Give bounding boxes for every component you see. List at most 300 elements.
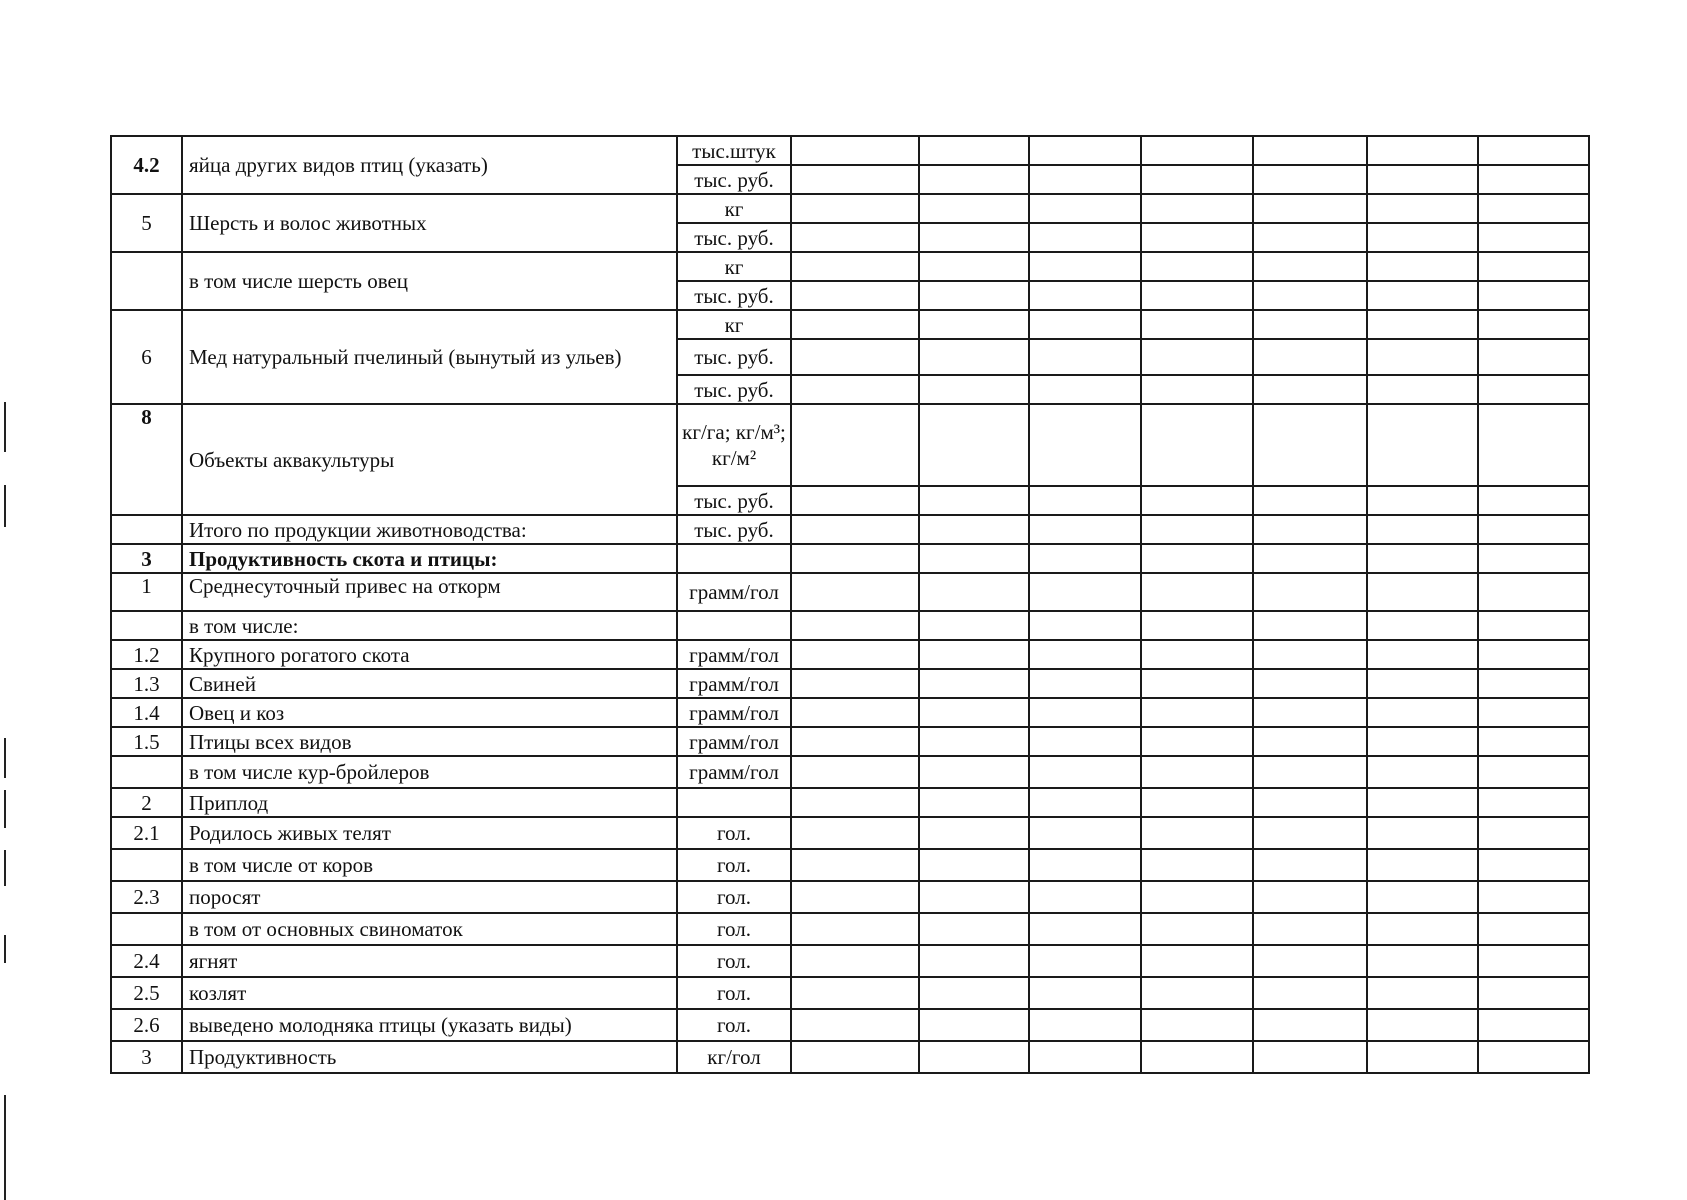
- data-cell[interactable]: [1029, 339, 1141, 375]
- data-cell[interactable]: [1367, 881, 1478, 913]
- table-row: [111, 611, 1589, 640]
- data-cell[interactable]: [1367, 849, 1478, 881]
- row-name: выведено молодняка птицы (указать виды): [182, 1009, 677, 1041]
- data-cell[interactable]: [919, 404, 1029, 486]
- data-cell[interactable]: [919, 515, 1029, 544]
- data-cell[interactable]: [1367, 339, 1478, 375]
- data-cell[interactable]: [1478, 404, 1589, 486]
- data-cell[interactable]: [1029, 515, 1141, 544]
- data-cell[interactable]: [1029, 486, 1141, 515]
- data-cell[interactable]: [1253, 669, 1367, 698]
- data-cell[interactable]: [791, 136, 919, 165]
- data-cell[interactable]: [791, 881, 919, 913]
- data-cell[interactable]: [919, 913, 1029, 945]
- row-unit: гол.: [677, 913, 791, 945]
- data-cell[interactable]: [1478, 945, 1589, 977]
- row-name: в том числе кур-бройлеров: [182, 756, 677, 788]
- row-name: в том от основных свиноматок: [182, 913, 677, 945]
- row-unit: кг: [677, 252, 791, 281]
- table-row: [111, 669, 1589, 698]
- data-cell[interactable]: [1141, 727, 1253, 756]
- data-cell[interactable]: [919, 281, 1029, 310]
- data-cell[interactable]: [919, 849, 1029, 881]
- data-cell[interactable]: [1253, 788, 1367, 817]
- data-cell[interactable]: [1253, 849, 1367, 881]
- data-cell[interactable]: [1141, 375, 1253, 404]
- row-number: 6: [111, 310, 182, 404]
- row-number: 2: [111, 788, 182, 817]
- data-cell[interactable]: [791, 945, 919, 977]
- data-cell[interactable]: [1141, 611, 1253, 640]
- data-cell[interactable]: [1029, 817, 1141, 849]
- row-unit: тыс. руб.: [677, 223, 791, 252]
- data-cell[interactable]: [1367, 573, 1478, 611]
- row-name: Овец и коз: [182, 698, 677, 727]
- data-cell[interactable]: [1141, 573, 1253, 611]
- row-unit: [677, 788, 791, 817]
- data-cell[interactable]: [1029, 194, 1141, 223]
- data-cell[interactable]: [1029, 1041, 1141, 1073]
- data-cell[interactable]: [1478, 281, 1589, 310]
- data-cell[interactable]: [1367, 136, 1478, 165]
- row-name: Среднесуточный привес на откорм: [182, 573, 677, 611]
- row-name: яйца других видов птиц (указать): [182, 136, 677, 194]
- data-cell[interactable]: [791, 1041, 919, 1073]
- data-cell[interactable]: [919, 977, 1029, 1009]
- data-cell[interactable]: [919, 486, 1029, 515]
- row-unit: грамм/гол: [677, 640, 791, 669]
- data-cell[interactable]: [791, 573, 919, 611]
- data-cell[interactable]: [1367, 165, 1478, 194]
- data-cell[interactable]: [1141, 756, 1253, 788]
- data-cell[interactable]: [1029, 404, 1141, 486]
- data-cell[interactable]: [1478, 727, 1589, 756]
- table-row: [111, 310, 1589, 339]
- data-cell[interactable]: [1253, 945, 1367, 977]
- data-cell[interactable]: [1478, 817, 1589, 849]
- data-cell[interactable]: [1478, 252, 1589, 281]
- data-cell[interactable]: [1367, 375, 1478, 404]
- data-cell[interactable]: [1253, 1009, 1367, 1041]
- data-cell[interactable]: [1367, 1041, 1478, 1073]
- data-cell[interactable]: [1141, 486, 1253, 515]
- row-name: поросят: [182, 881, 677, 913]
- data-cell[interactable]: [1478, 611, 1589, 640]
- data-cell[interactable]: [1029, 1009, 1141, 1041]
- table-row: [111, 945, 1589, 977]
- data-cell[interactable]: [1253, 165, 1367, 194]
- row-number: 2.4: [111, 945, 182, 977]
- data-cell[interactable]: [1253, 977, 1367, 1009]
- data-cell[interactable]: [1253, 136, 1367, 165]
- row-number: 2.1: [111, 817, 182, 849]
- data-cell[interactable]: [1478, 849, 1589, 881]
- data-cell[interactable]: [1253, 573, 1367, 611]
- data-cell[interactable]: [1253, 375, 1367, 404]
- data-cell[interactable]: [919, 788, 1029, 817]
- data-cell[interactable]: [1367, 252, 1478, 281]
- data-cell[interactable]: [919, 223, 1029, 252]
- data-cell[interactable]: [1478, 486, 1589, 515]
- data-cell[interactable]: [1367, 756, 1478, 788]
- data-cell[interactable]: [919, 194, 1029, 223]
- data-cell[interactable]: [1367, 194, 1478, 223]
- data-cell[interactable]: [1029, 881, 1141, 913]
- row-number: 1.4: [111, 698, 182, 727]
- data-cell[interactable]: [1253, 640, 1367, 669]
- row-name: козлят: [182, 977, 677, 1009]
- data-cell[interactable]: [919, 136, 1029, 165]
- data-cell[interactable]: [1029, 165, 1141, 194]
- row-name: Приплод: [182, 788, 677, 817]
- table-row: [111, 515, 1589, 544]
- data-cell[interactable]: [791, 281, 919, 310]
- table-row: [111, 136, 1589, 165]
- row-unit: грамм/гол: [677, 698, 791, 727]
- data-cell[interactable]: [1141, 281, 1253, 310]
- data-cell[interactable]: [1478, 756, 1589, 788]
- data-cell[interactable]: [1478, 640, 1589, 669]
- row-number: 3: [111, 1041, 182, 1073]
- data-cell[interactable]: [1478, 194, 1589, 223]
- table-row: [111, 1009, 1589, 1041]
- data-cell[interactable]: [1253, 252, 1367, 281]
- data-cell[interactable]: [919, 881, 1029, 913]
- data-cell[interactable]: [791, 515, 919, 544]
- table-row: [111, 788, 1589, 817]
- data-cell[interactable]: [919, 669, 1029, 698]
- row-unit: тыс. руб.: [677, 375, 791, 404]
- data-cell[interactable]: [791, 544, 919, 573]
- data-cell[interactable]: [1367, 913, 1478, 945]
- data-cell[interactable]: [1478, 977, 1589, 1009]
- data-cell[interactable]: [1367, 1009, 1478, 1041]
- table-row: [111, 977, 1589, 1009]
- data-cell[interactable]: [1029, 756, 1141, 788]
- scan-mark-4: [4, 790, 6, 828]
- data-cell[interactable]: [1367, 611, 1478, 640]
- row-unit: кг/га; кг/м³; кг/м²: [677, 404, 791, 486]
- data-cell[interactable]: [1478, 223, 1589, 252]
- row-unit: гол.: [677, 817, 791, 849]
- data-cell[interactable]: [919, 339, 1029, 375]
- data-cell[interactable]: [1141, 881, 1253, 913]
- data-cell[interactable]: [791, 788, 919, 817]
- data-cell[interactable]: [1253, 404, 1367, 486]
- row-unit: грамм/гол: [677, 756, 791, 788]
- data-cell[interactable]: [791, 913, 919, 945]
- scan-mark-2: [4, 485, 6, 527]
- data-cell[interactable]: [1367, 698, 1478, 727]
- table-row: [111, 404, 1589, 486]
- row-name: Свиней: [182, 669, 677, 698]
- data-cell[interactable]: [1029, 849, 1141, 881]
- row-name: Мед натуральный пчелиный (вынутый из ульев): [182, 310, 677, 404]
- data-cell[interactable]: [1367, 727, 1478, 756]
- data-cell[interactable]: [791, 486, 919, 515]
- data-cell[interactable]: [1141, 515, 1253, 544]
- data-cell[interactable]: [1478, 515, 1589, 544]
- table-row: [111, 727, 1589, 756]
- row-number: 2.3: [111, 881, 182, 913]
- data-cell[interactable]: [1478, 1041, 1589, 1073]
- data-cell[interactable]: [1029, 281, 1141, 310]
- data-cell[interactable]: [1029, 544, 1141, 573]
- row-name: в том числе от коров: [182, 849, 677, 881]
- data-cell[interactable]: [791, 165, 919, 194]
- data-cell[interactable]: [791, 375, 919, 404]
- data-cell[interactable]: [1478, 881, 1589, 913]
- row-unit: гол.: [677, 881, 791, 913]
- data-cell[interactable]: [1367, 817, 1478, 849]
- row-unit: грамм/гол: [677, 727, 791, 756]
- row-number: 4.2: [111, 136, 182, 194]
- data-cell[interactable]: [1253, 223, 1367, 252]
- table-row: [111, 640, 1589, 669]
- row-unit: грамм/гол: [677, 573, 791, 611]
- data-cell[interactable]: [1141, 945, 1253, 977]
- data-cell[interactable]: [1367, 544, 1478, 573]
- data-cell[interactable]: [1141, 698, 1253, 727]
- row-number: [111, 252, 182, 310]
- data-cell[interactable]: [1141, 1041, 1253, 1073]
- scan-mark-1: [4, 402, 6, 452]
- data-cell[interactable]: [1141, 544, 1253, 573]
- data-cell[interactable]: [1141, 165, 1253, 194]
- data-cell[interactable]: [919, 310, 1029, 339]
- row-number: 8: [111, 404, 182, 515]
- row-name: Объекты аквакультуры: [182, 404, 677, 515]
- data-cell[interactable]: [1253, 881, 1367, 913]
- row-unit: грамм/гол: [677, 669, 791, 698]
- data-cell[interactable]: [1141, 669, 1253, 698]
- row-name: в том числе шерсть овец: [182, 252, 677, 310]
- data-cell[interactable]: [1029, 698, 1141, 727]
- table-row: [111, 913, 1589, 945]
- data-cell[interactable]: [1141, 849, 1253, 881]
- data-cell[interactable]: [1367, 977, 1478, 1009]
- data-cell[interactable]: [791, 1009, 919, 1041]
- data-cell[interactable]: [1029, 375, 1141, 404]
- row-number: [111, 515, 182, 544]
- row-unit: кг/гол: [677, 1041, 791, 1073]
- data-cell[interactable]: [1141, 252, 1253, 281]
- table-row: [111, 756, 1589, 788]
- data-cell[interactable]: [791, 817, 919, 849]
- data-cell[interactable]: [1253, 544, 1367, 573]
- data-cell[interactable]: [1367, 310, 1478, 339]
- row-unit: гол.: [677, 977, 791, 1009]
- table-row: [111, 849, 1589, 881]
- data-cell[interactable]: [1478, 339, 1589, 375]
- row-name: Итого по продукции животноводства:: [182, 515, 677, 544]
- data-cell[interactable]: [1253, 515, 1367, 544]
- row-number: [111, 756, 182, 788]
- data-cell[interactable]: [1141, 223, 1253, 252]
- data-cell[interactable]: [1478, 375, 1589, 404]
- data-cell[interactable]: [919, 1009, 1029, 1041]
- data-cell[interactable]: [1367, 515, 1478, 544]
- data-cell[interactable]: [1367, 223, 1478, 252]
- data-cell[interactable]: [1253, 913, 1367, 945]
- table-row: [111, 881, 1589, 913]
- data-cell[interactable]: [1367, 669, 1478, 698]
- row-unit: тыс. руб.: [677, 281, 791, 310]
- data-cell[interactable]: [919, 544, 1029, 573]
- data-cell[interactable]: [791, 669, 919, 698]
- data-cell[interactable]: [1141, 788, 1253, 817]
- row-name: в том числе:: [182, 611, 677, 640]
- scan-mark-7: [4, 1095, 6, 1200]
- row-name: Продуктивность: [182, 1041, 677, 1073]
- data-cell[interactable]: [1478, 1009, 1589, 1041]
- data-cell[interactable]: [791, 310, 919, 339]
- data-cell[interactable]: [1029, 727, 1141, 756]
- data-cell[interactable]: [791, 404, 919, 486]
- data-cell[interactable]: [919, 727, 1029, 756]
- data-cell[interactable]: [919, 698, 1029, 727]
- data-cell[interactable]: [1253, 698, 1367, 727]
- data-cell[interactable]: [1029, 945, 1141, 977]
- data-cell[interactable]: [791, 849, 919, 881]
- row-number: [111, 913, 182, 945]
- data-cell[interactable]: [1478, 669, 1589, 698]
- row-unit: [677, 544, 791, 573]
- data-cell[interactable]: [1478, 698, 1589, 727]
- scan-mark-5: [4, 850, 6, 886]
- data-cell[interactable]: [919, 252, 1029, 281]
- data-cell[interactable]: [919, 375, 1029, 404]
- data-cell[interactable]: [1141, 404, 1253, 486]
- data-cell[interactable]: [1478, 913, 1589, 945]
- data-cell[interactable]: [1478, 573, 1589, 611]
- row-unit: тыс. руб.: [677, 486, 791, 515]
- row-number: 1.3: [111, 669, 182, 698]
- row-unit: тыс. руб.: [677, 165, 791, 194]
- row-unit: [677, 611, 791, 640]
- data-cell[interactable]: [1029, 223, 1141, 252]
- data-cell[interactable]: [1029, 788, 1141, 817]
- row-name: Шерсть и волос животных: [182, 194, 677, 252]
- data-cell[interactable]: [1029, 573, 1141, 611]
- table-row: [111, 698, 1589, 727]
- data-cell[interactable]: [1478, 136, 1589, 165]
- data-cell[interactable]: [1478, 310, 1589, 339]
- data-cell[interactable]: [791, 756, 919, 788]
- data-cell[interactable]: [919, 817, 1029, 849]
- row-unit: кг: [677, 310, 791, 339]
- data-cell[interactable]: [1141, 194, 1253, 223]
- data-cell[interactable]: [1367, 640, 1478, 669]
- data-cell[interactable]: [1141, 817, 1253, 849]
- data-cell[interactable]: [919, 1041, 1029, 1073]
- data-cell[interactable]: [1253, 817, 1367, 849]
- row-name: Крупного рогатого скота: [182, 640, 677, 669]
- data-cell[interactable]: [791, 252, 919, 281]
- data-cell[interactable]: [1029, 640, 1141, 669]
- data-cell[interactable]: [1029, 977, 1141, 1009]
- data-cell[interactable]: [791, 977, 919, 1009]
- data-cell[interactable]: [1253, 486, 1367, 515]
- data-cell[interactable]: [1141, 977, 1253, 1009]
- data-cell[interactable]: [1478, 165, 1589, 194]
- row-unit: тыс.штук: [677, 136, 791, 165]
- row-unit: кг: [677, 194, 791, 223]
- data-cell[interactable]: [919, 573, 1029, 611]
- data-cell[interactable]: [1141, 913, 1253, 945]
- data-cell[interactable]: [1029, 252, 1141, 281]
- row-unit: тыс. руб.: [677, 515, 791, 544]
- data-cell[interactable]: [1478, 544, 1589, 573]
- data-cell[interactable]: [791, 727, 919, 756]
- data-cell[interactable]: [1141, 136, 1253, 165]
- table-row: [111, 252, 1589, 281]
- data-cell[interactable]: [1253, 727, 1367, 756]
- data-cell[interactable]: [791, 611, 919, 640]
- data-cell[interactable]: [1253, 1041, 1367, 1073]
- data-cell[interactable]: [1253, 611, 1367, 640]
- data-cell[interactable]: [1253, 339, 1367, 375]
- row-number: [111, 849, 182, 881]
- data-cell[interactable]: [1141, 1009, 1253, 1041]
- row-number: 5: [111, 194, 182, 252]
- data-cell[interactable]: [1141, 339, 1253, 375]
- scan-mark-3: [4, 738, 6, 778]
- row-number: 1: [111, 573, 182, 611]
- data-cell[interactable]: [791, 194, 919, 223]
- data-cell[interactable]: [1367, 788, 1478, 817]
- data-cell[interactable]: [791, 698, 919, 727]
- data-cell[interactable]: [1029, 611, 1141, 640]
- row-name: Продуктивность скота и птицы:: [182, 544, 677, 573]
- row-number: 3: [111, 544, 182, 573]
- data-cell[interactable]: [919, 165, 1029, 194]
- row-unit: гол.: [677, 945, 791, 977]
- data-cell[interactable]: [1029, 136, 1141, 165]
- data-cell[interactable]: [919, 640, 1029, 669]
- data-cell[interactable]: [1029, 669, 1141, 698]
- data-cell[interactable]: [1253, 194, 1367, 223]
- row-number: [111, 611, 182, 640]
- row-number: 2.6: [111, 1009, 182, 1041]
- data-cell[interactable]: [1478, 788, 1589, 817]
- table-row: [111, 1041, 1589, 1073]
- row-unit: гол.: [677, 1009, 791, 1041]
- row-number: 1.2: [111, 640, 182, 669]
- data-cell[interactable]: [791, 339, 919, 375]
- data-cell[interactable]: [1253, 756, 1367, 788]
- data-cell[interactable]: [791, 223, 919, 252]
- data-cell[interactable]: [791, 640, 919, 669]
- data-cell[interactable]: [919, 945, 1029, 977]
- data-cell[interactable]: [1367, 404, 1478, 486]
- scan-mark-6: [4, 935, 6, 963]
- data-cell[interactable]: [1367, 486, 1478, 515]
- data-cell[interactable]: [1029, 310, 1141, 339]
- data-cell[interactable]: [919, 756, 1029, 788]
- row-unit: тыс. руб.: [677, 339, 791, 375]
- table-row: [111, 817, 1589, 849]
- data-cell[interactable]: [1367, 281, 1478, 310]
- data-cell[interactable]: [1253, 310, 1367, 339]
- row-name: Птицы всех видов: [182, 727, 677, 756]
- data-cell[interactable]: [1141, 310, 1253, 339]
- data-cell[interactable]: [1141, 640, 1253, 669]
- data-cell[interactable]: [1029, 913, 1141, 945]
- data-cell[interactable]: [919, 611, 1029, 640]
- data-cell[interactable]: [1253, 281, 1367, 310]
- data-cell[interactable]: [1367, 945, 1478, 977]
